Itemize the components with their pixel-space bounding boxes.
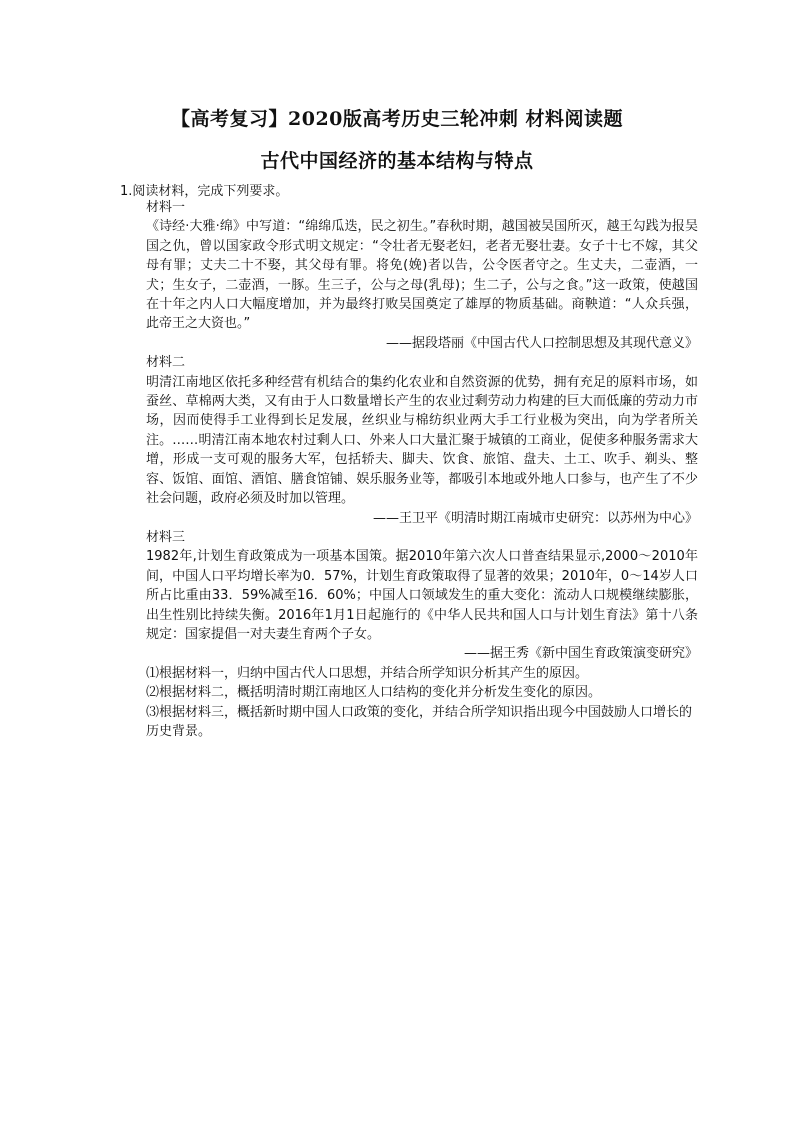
material-1-text: 《诗经·大雅·绵》中写道：“绵绵瓜迭，民之初生。”春秋时期，越国被吴国所灭，越王勾践为报吴国之仇，曾以国家政令形式明文规定：“令壮者无娶老妇，老者无娶壮妻。女子十七不嫁，其父母有罪；丈夫二十不娶，其父母有罪。将免(娩)者以告，公令医者守之。生丈夫，二壶酒，一犬；生女子，二壶酒，一豚。生三子，公与之母(乳母)；生二子，公与之食。”这一政策，使越国在十年之内人口大幅度增加，并为最终打败吴国奠定了雄厚的物质基础。商鞅道：“人众兵强，此帝王之大资也。” — [146, 219, 698, 332]
subquestion-2: ⑵根据材料二，概括明清时期江南地区人口结构的变化并分析发生变化的原因。 — [146, 685, 602, 701]
material-2-source: ——王卫平《明清时期江南城市史研究：以苏州为中心》 — [372, 510, 698, 526]
material-3-text: 1982年,计划生育政策成为一项基本国策。据2010年第六次人口普查结果显示,2000～2010年间，中国人口平均增长率为0．57%，计划生育政策取得了显著的效果；2010年，0～14岁人口所占比重由33．59%减至16．60%；中国人口领域发生的重大变化：流动人口规模继续膨胀，出生性别比持续失衡。2016年1月1日起施行的《中华人民共和国人口与计划生育法》第十八条规定：国家提倡一对夫妻生育两个子女。 — [146, 549, 698, 642]
material-1-source: ——据段塔丽《中国古代人口控制思想及其现代意义》 — [385, 335, 698, 351]
document-subtitle: 古代中国经济的基本结构与特点 — [260, 150, 534, 172]
material-2-text: 明清江南地区依托多种经营有机结合的集约化农业和自然资源的优势，拥有充足的原料市场，如蚕丝、草棉两大类，又有由于人口数量增长产生的农业过剩劳动力构建的巨大而低廉的劳动力市场，因而使得手工业得到长足发展，丝织业与棉纺织业两大手工行业极为突出，向为学者所关注。……明清江南本地农村过剩人口、外来人口大量汇聚于城镇的工商业，促使多种服务需求大增，形成一支可观的服务大军，包括轿夫、脚夫、饮食、旅馆、盘夫、土工、吹手、剃头、整容、饭馆、面馆、酒馆、膳食馆铺、娱乐服务业等，都吸引本地或外地人口参与，也产生了不少社会问题，政府必须及时加以管理。 — [146, 374, 698, 507]
subquestion-3: ⑶根据材料三，概括新时期中国人口政策的变化，并结合所学知识指出现今中国鼓励人口增长的历史背景。 — [146, 704, 693, 739]
question-intro: 1.阅读材料，完成下列要求。 — [120, 184, 289, 199]
material-3-source: ——据王秀《新中国生育政策演变研究》 — [463, 646, 698, 662]
document-title: 【高考复习】2020版高考历史三轮冲刺 材料阅读题 — [171, 108, 623, 130]
question-body — [146, 198, 698, 741]
subquestion-1: ⑴根据材料一，归纳中国古代人口思想，并结合所学知识分析其产生的原因。 — [146, 665, 589, 681]
material-1-label: 材料一 — [146, 200, 186, 215]
material-2-label: 材料二 — [146, 355, 186, 371]
material-3-label: 材料三 — [146, 529, 186, 545]
